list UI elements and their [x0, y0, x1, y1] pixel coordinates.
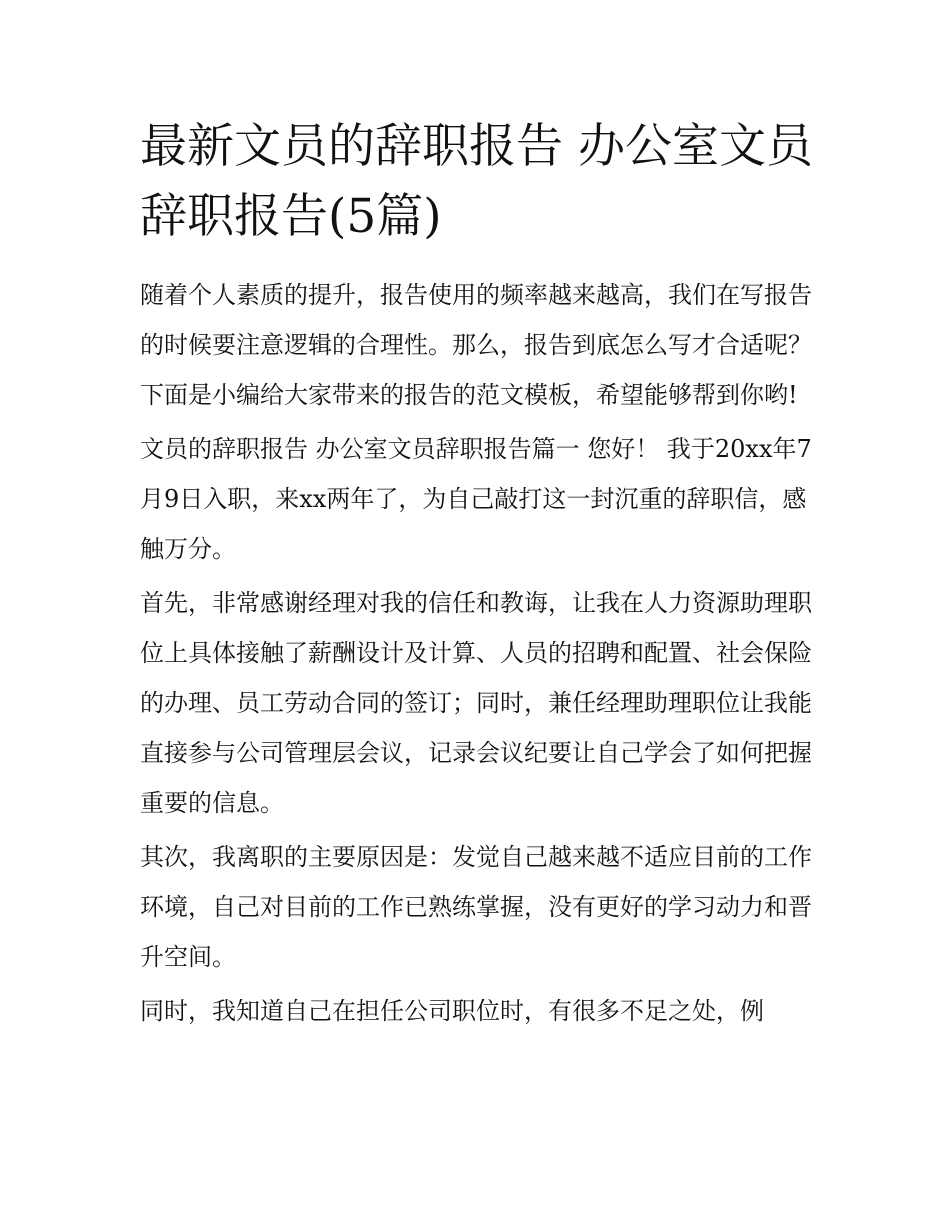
paragraph-shortcomings: 同时，我知道自己在担任公司职位时，有很多不足之处，例 [140, 997, 764, 1025]
document-body [140, 112, 815, 1040]
paragraph-greeting: 文员的辞职报告 办公室文员辞职报告篇一 您好！ 我于20xx年7月9日入职，来xx两年了，为自己敲打这一封沉重的辞职信，感触万分。 [140, 435, 812, 563]
document-title: 最新文员的辞职报告 办公室文员辞职报告(5篇) [140, 119, 813, 244]
paragraph-reason: 其次，我离职的主要原因是：发觉自己越来越不适应目前的工作环境，自己对目前的工作已熟练掌握，没有更好的学习动力和晋升空间。 [140, 843, 812, 971]
paragraph-gratitude: 首先，非常感谢经理对我的信任和教诲，让我在人力资源助理职位上具体接触了薪酬设计及计算、人员的招聘和配置、社会保险的办理、员工劳动合同的签订；同时，兼任经理助理职位让我能直接参与公司管理层会议，记录会议纪要让自己学会了如何把握重要的信息。 [140, 589, 812, 817]
paragraph-intro: 随着个人素质的提升，报告使用的频率越来越高，我们在写报告的时候要注意逻辑的合理性。那么，报告到底怎么写才合适呢？下面是小编给大家带来的报告的范文模板，希望能够帮到你哟! [140, 281, 812, 409]
